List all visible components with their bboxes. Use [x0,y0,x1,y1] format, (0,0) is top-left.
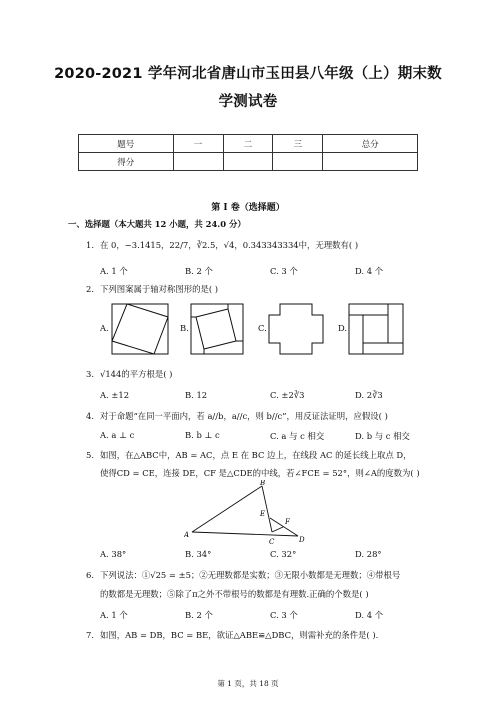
options-row [100,549,440,559]
score-header-cell: 二 [223,135,273,153]
score-header-cell: 题号 [79,135,174,153]
option-d[interactable]: D. [338,323,348,333]
question-text: 下列说法：①√25 = ±5；②无理数都是实数；③无限小数都是无理数；④带根号 [100,570,401,580]
option-d[interactable]: D. 28° [355,549,382,559]
option-b[interactable]: B. 2 个 [185,266,213,276]
option-b[interactable]: B. 2 个 [185,610,213,620]
option-c[interactable]: C. 3 个 [270,266,298,276]
option-a[interactable]: A. [100,323,109,333]
label-a: A [184,531,190,539]
section-heading: 第 I 卷（选择题） [211,203,285,213]
option-c[interactable]: C. ±2∛3 [270,390,305,400]
score-header-cell: 总分 [323,135,418,153]
question-text: 如图，AB = DB，BC = BE，欲证△ABE≌△DBC，则需补充的条件是( ). [100,630,379,640]
pattern-d-figure [348,303,404,355]
option-d[interactable]: D. 4 个 [355,266,384,276]
option-c[interactable]: C. a 与 c 相交 [270,431,325,441]
question-number: 4. [86,411,94,421]
document-title-line1: 2020-2021 学年河北省唐山市玉田县八年级（上）期末数 [54,66,442,82]
part-heading: 一、选择题（本大题共 12 小题，共 24.0 分） [68,219,246,229]
question-text-continued: 的数都是无理数；⑤除了π之外不带根号的数都是有理数.正确的个数是( ) [100,589,369,599]
options-row [100,430,440,442]
question-number: 7. [86,630,94,640]
label-d: D [299,536,305,544]
score-row-label: 得分 [79,153,174,171]
option-a[interactable]: A. 38° [100,549,127,559]
option-d[interactable]: D. 2∛3 [355,390,383,400]
score-cell[interactable] [173,153,223,171]
option-d[interactable]: D. 4 个 [355,610,384,620]
option-b[interactable]: B. [180,323,189,333]
option-c[interactable]: C. 32° [270,549,297,559]
score-header-cell: 三 [273,135,323,153]
pattern-a-figure [111,303,169,355]
label-b: B [260,480,266,487]
option-c[interactable]: C. 3 个 [270,610,298,620]
option-d[interactable]: D. b 与 c 相交 [355,431,410,441]
question-number: 1. [86,240,94,250]
label-f: F [285,518,290,526]
option-a[interactable]: A. a ⊥ c [100,430,135,440]
page-footer: 第 1 页，共 18 页 [217,679,279,688]
score-table [78,134,418,171]
question-text: 在 0，−3.1415，22/7，∛2.5，√4，0.343343334中，无理数有( ) [100,240,359,250]
score-table-header-row [79,135,418,153]
options-row [100,265,440,277]
label-e: E [260,510,266,518]
option-a[interactable]: A. 1 个 [100,266,128,276]
option-b[interactable]: B. 12 [185,390,208,400]
score-cell[interactable] [323,153,418,171]
question-number: 3. [86,369,94,379]
option-b[interactable]: B. 34° [185,549,212,559]
score-table-row [79,153,418,171]
options-row [100,609,440,621]
score-cell[interactable] [273,153,323,171]
options-row [100,390,440,400]
option-b[interactable]: B. b ⊥ c [185,430,220,440]
option-a[interactable]: A. ±12 [100,390,130,400]
question-number: 6. [86,570,94,580]
question-number: 2. [86,284,94,294]
document-title-line2: 学测试卷 [218,94,278,110]
pattern-c-figure [268,303,324,355]
question-text: 如图，在△ABC中，AB = AC，点 E 在 BC 边上，在线段 AC 的延长线上取点 D， [100,450,412,460]
option-c[interactable]: C. [258,323,267,333]
pattern-b-figure [190,303,244,355]
score-cell[interactable] [223,153,273,171]
score-header-cell: 一 [173,135,223,153]
question-text: 下列图案属于轴对称图形的是( ) [100,284,219,294]
question-text: 对于命题“在同一平面内，若 a//b，a//c，则 b//c”，用反证法证明，应假设( ) [100,411,388,421]
question-text-continued: 使得CD = CE，连接 DE，CF 是△CDE的中线，若∠FCE = 52°，则∠A的度数为( ) [100,468,420,478]
option-a[interactable]: A. 1 个 [100,610,128,620]
triangle-figure [184,480,320,546]
label-c: C [269,538,275,546]
question-text: √144的平方根是( ) [100,369,173,379]
question-number: 5. [86,450,94,460]
